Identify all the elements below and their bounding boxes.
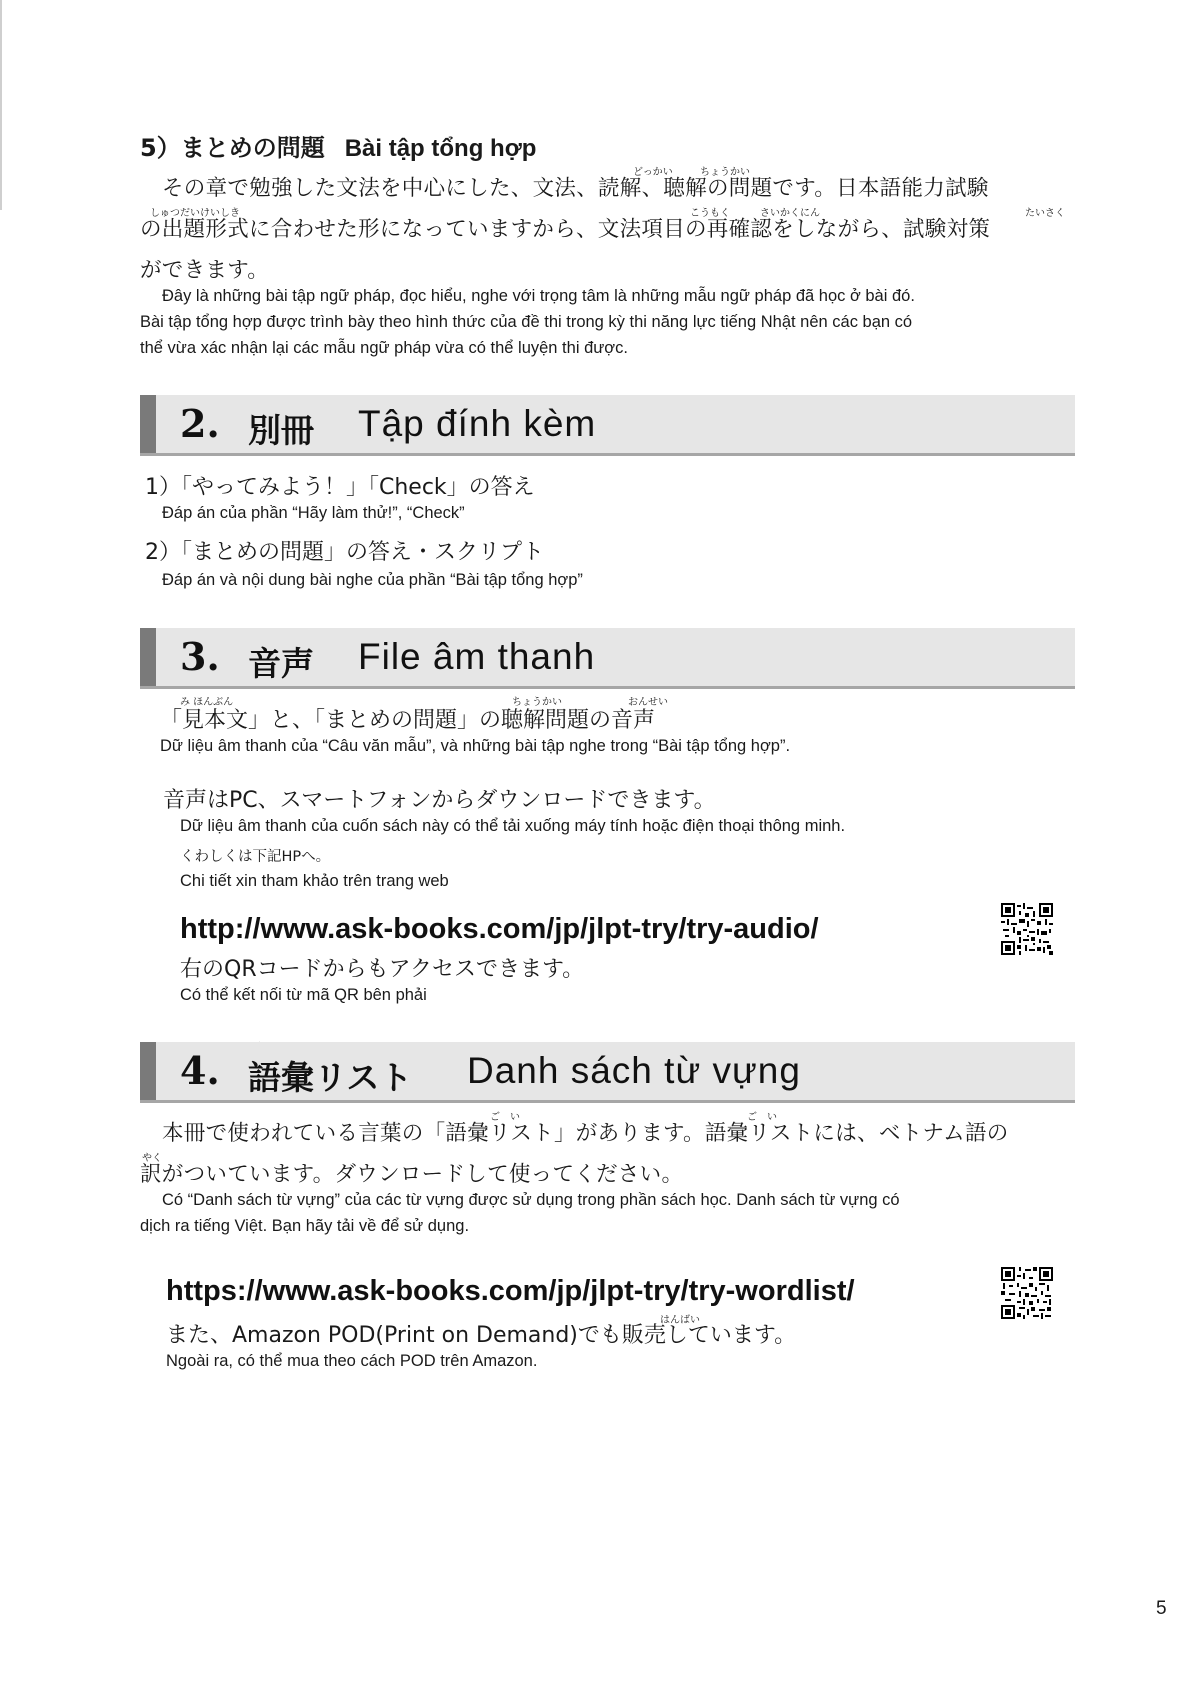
- section-3-detail-jp: くわしくは下記HPへ。: [180, 849, 331, 865]
- ruby-taisaku: たいさく: [1025, 208, 1065, 219]
- section-4-jp-line: 本冊で使われている言葉の「語彙リスト」があります。語彙リストには、ベトナム語の: [162, 1121, 1009, 1146]
- section-3-qr-vi: Có thể kết nối từ mã QR bên phải: [180, 986, 427, 1004]
- section-5-jp-line: その章で勉強した文法を中心にした、文法、読解、聴解の問題です。日本語能力試験: [162, 176, 989, 201]
- audio-qr-code[interactable]: [1001, 903, 1053, 955]
- section-4-number: 4.: [180, 1048, 220, 1093]
- section-2-number: 2.: [180, 401, 220, 446]
- section-3-title-jp: 音声: [248, 644, 314, 683]
- section-4-amazon-jp: また、Amazon POD(Print on Demand)でも販売しています。: [166, 1323, 797, 1348]
- section-4-vi-line: dịch ra tiếng Việt. Bạn hãy tải về để sử dụng.: [140, 1217, 470, 1235]
- section-3-qr-jp: 右のQRコードからもアクセスできます。: [180, 957, 585, 982]
- section-4-vi-paragraph: [140, 1187, 1075, 1239]
- section-2-header-bar: [140, 395, 1075, 456]
- section-3-line-2-jp: 音声はPC、スマートフォンからダウンロードできます。: [163, 788, 716, 813]
- ruby-choukai: ちょうかい: [512, 697, 562, 708]
- section-5-jp-line: の出題形式に合わせた形になっていますから、文法項目の再確認をしながら、試験対策: [140, 217, 991, 242]
- ruby-koumoku: こうもく: [690, 208, 730, 219]
- section-4-amazon-vi: Ngoài ra, có thể mua theo cách POD trên Amazon.: [166, 1352, 538, 1370]
- section-5-vi-line: Đây là những bài tập ngữ pháp, đọc hiểu, nghe với trọng tâm là những mẫu ngữ pháp đã học ở bài đó.: [162, 287, 915, 305]
- section-bar-stripe: [140, 1042, 156, 1100]
- section-4-title-vi: Danh sách từ vựng: [467, 1050, 801, 1091]
- section-3-line-1-vi: Dữ liệu âm thanh của “Câu văn mẫu”, và những bài tập nghe trong “Bài tập tổng hợp”.: [160, 737, 791, 755]
- section-4-vi-line: Có “Danh sách từ vựng” của các từ vựng được sử dụng trong phần sách học. Danh sách từ vựng có: [162, 1191, 900, 1209]
- section-4-jp-line: 訳がついています。ダウンロードして使ってください。: [140, 1162, 684, 1187]
- ruby-saikakunin: さいかくにん: [760, 208, 820, 219]
- section-5-jp-paragraph: [140, 168, 1075, 291]
- ruby-onsei: おんせい: [628, 697, 668, 708]
- section-5-heading: [140, 128, 536, 163]
- section-bar-stripe: [140, 395, 156, 453]
- section-3-line-2-vi: Dữ liệu âm thanh của cuốn sách này có thể tải xuống máy tính hoặc điện thoại thông minh.: [180, 817, 846, 835]
- ruby-yaku: やく: [142, 1153, 162, 1164]
- ruby-goi: ご い: [747, 1112, 777, 1123]
- ruby-mihonbun: み ほんぶん: [180, 697, 234, 708]
- ruby-goi: ご い: [490, 1112, 520, 1123]
- section-4-header-bar: [140, 1042, 1075, 1103]
- section-4-title-jp: 語彙リスト: [248, 1058, 413, 1097]
- ruby-shutsudai-keishiki: しゅつだいけいしき: [150, 208, 240, 219]
- section-2-item-2-jp: 2）「まとめの問題」の答え・スクリプト: [145, 540, 544, 565]
- section-2-title-vi: Tập đính kèm: [358, 403, 597, 444]
- section-3-title-vi: File âm thanh: [358, 636, 596, 677]
- section-5-jp-line: ができます。: [140, 258, 270, 283]
- page-number: 5: [1156, 1598, 1167, 1619]
- ruby-choukai: ちょうかい: [700, 167, 750, 178]
- section-3-number: 3.: [180, 634, 220, 679]
- section-4-jp-paragraph: [140, 1113, 1075, 1195]
- wordlist-download-link[interactable]: https://www.ask-books.com/jp/jlpt-try/try-wordlist/: [166, 1275, 855, 1307]
- wordlist-qr-code[interactable]: [1001, 1267, 1053, 1319]
- section-3-header-bar: [140, 628, 1075, 689]
- section-3-line-1-jp: 「見本文」と、「まとめの問題」の聴解問題の音声: [160, 708, 656, 733]
- section-5-heading-jp: 5）まとめの問題: [140, 134, 325, 162]
- section-5-heading-vi: Bài tập tổng hợp: [344, 135, 537, 162]
- section-5-vi-line: Bài tập tổng hợp được trình bày theo hình thức của đề thi trong kỳ thi năng lực tiếng Nhật nên các bạn có: [140, 313, 913, 331]
- section-bar-stripe: [140, 628, 156, 686]
- ruby-hanbai: はんばい: [660, 1315, 700, 1326]
- section-5-vi-paragraph: [140, 283, 1075, 361]
- section-2-item-1-jp: 1）「やってみよう！」「Check」の答え: [145, 475, 535, 500]
- ruby-dokkai: どっかい: [633, 167, 673, 178]
- section-5-vi-line: thể vừa xác nhận lại các mẫu ngữ pháp vừa có thể luyện thi được.: [140, 339, 628, 357]
- section-3-detail-vi: Chi tiết xin tham khảo trên trang web: [180, 872, 449, 890]
- section-2-title-jp: 別冊: [248, 411, 314, 450]
- section-2-item-1-vi: Đáp án của phần “Hãy làm thử!”, “Check”: [162, 504, 465, 522]
- section-2-item-2-vi: Đáp án và nội dung bài nghe của phần “Bài tập tổng hợp”: [162, 571, 583, 589]
- audio-download-link[interactable]: http://www.ask-books.com/jp/jlpt-try/try-audio/: [180, 913, 819, 945]
- page-edge-line: [0, 0, 2, 210]
